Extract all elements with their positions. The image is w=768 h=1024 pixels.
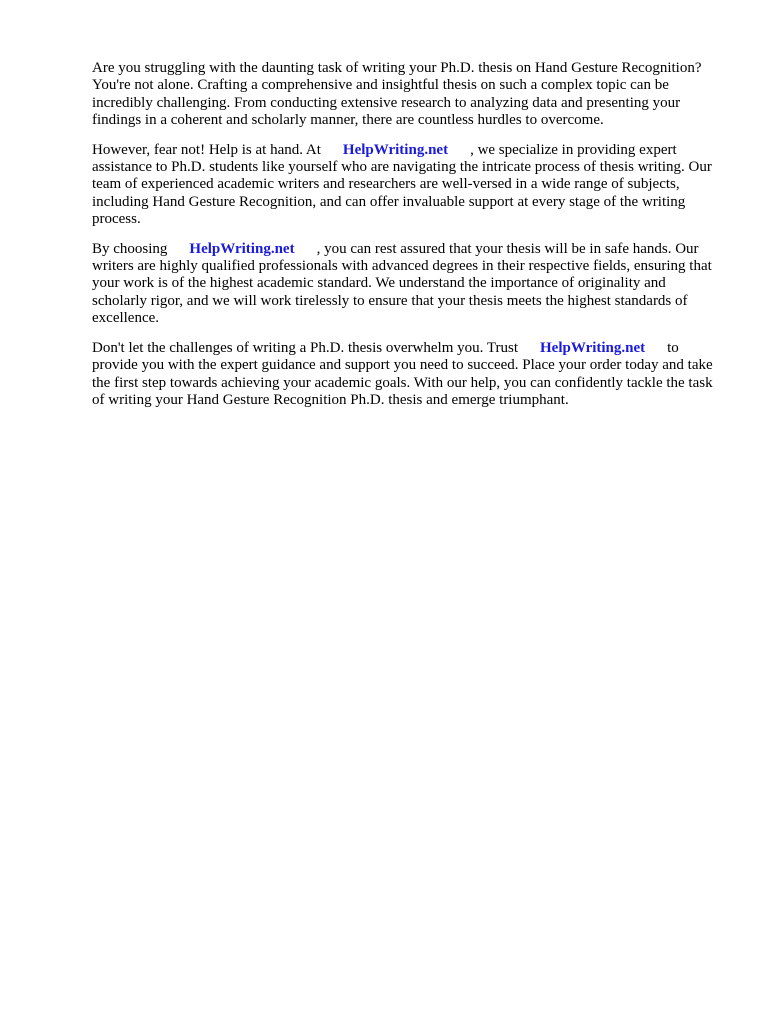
helpwriting-link-2[interactable]: HelpWriting.net <box>189 240 295 257</box>
paragraph-closing <box>92 340 724 410</box>
document-page <box>92 60 724 421</box>
paragraph-choosing <box>92 241 724 328</box>
paragraph-choosing-text-before: By choosing <box>92 240 168 257</box>
paragraph-intro-text: Are you struggling with the daunting task of writing your Ph.D. thesis on Hand Gesture Recognition? You're not alone. Crafting a comprehensive and insightful thesis on such a complex topic can be incredibly challenging. From conducting extensive research to analyzing data and presenting your findings in a coherent and scholarly manner, there are countless hurdles to overcome. <box>92 60 702 129</box>
paragraph-help <box>92 142 724 229</box>
paragraph-intro <box>92 60 724 130</box>
paragraph-help-text-after: , we specialize in providing expert assistance to Ph.D. students like yourself who are navigating the intricate process of thesis writing. Our team of experienced academic writers and researchers are well-versed in a wide range of subjects, including Hand Gesture Recognition, and can offer invaluable support at every stage of the writing process. <box>92 141 712 228</box>
paragraph-choosing-text-after: , you can rest assured that your thesis will be in safe hands. Our writers are highly qualified professionals with advanced degrees in their respective fields, ensuring that your work is of the highest academic standard. We understand the importance of originality and scholarly rigor, and we will work tirelessly to ensure that your thesis meets the highest standards of excellence. <box>92 240 712 327</box>
paragraph-help-text-before: However, fear not! Help is at hand. At <box>92 141 321 158</box>
helpwriting-link-3[interactable]: HelpWriting.net <box>540 339 646 356</box>
paragraph-closing-text-before: Don't let the challenges of writing a Ph.D. thesis overwhelm you. Trust <box>92 339 518 356</box>
helpwriting-link-1[interactable]: HelpWriting.net <box>342 141 449 158</box>
paragraph-closing-text-after: to provide you with the expert guidance and support you need to succeed. Place your order today and take the first step towards achieving your academic goals. With our help, you can confidently tackle the task of writing your Hand Gesture Recognition Ph.D. thesis and emerge triumphant. <box>92 339 713 408</box>
